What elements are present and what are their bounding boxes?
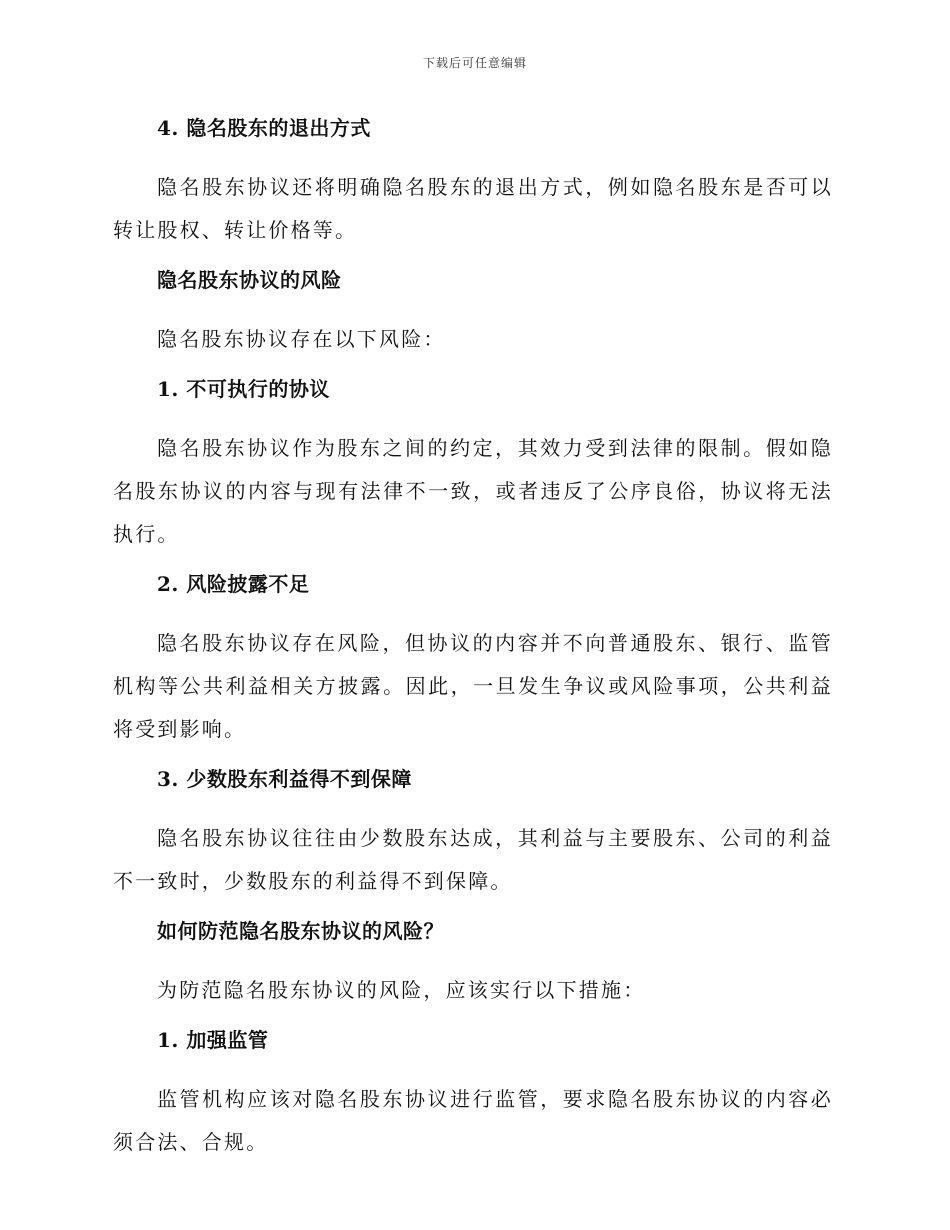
- paragraph-prevention-intro: 为防范隐名股东协议的风险，应该实行以下措施：: [157, 978, 646, 1002]
- paragraph-unenforceable: 隐名股东协议作为股东之间的约定，其效力受到法律的限制。假如隐名股东协议的内容与现有法律不一致，或者违反了公序良俗，协议将无法执行。: [113, 436, 833, 546]
- section-heading-risks: 隐名股东协议的风险: [157, 268, 342, 292]
- paragraph-minority: 隐名股东协议往往由少数股东达成，其利益与主要股东、公司的利益不一致时，少数股东的利益得不到保障。: [113, 826, 833, 893]
- paragraph-disclosure: 隐名股东协议存在风险，但协议的内容并不向普通股东、银行、监管机构等公共利益相关方披露。因此，一旦发生争议或风险事项，公共利益将受到影响。: [113, 631, 833, 741]
- paragraph-exit-method: 隐名股东协议还将明确隐名股东的退出方式，例如隐名股东是否可以转让股权、转让价格等。: [113, 175, 833, 242]
- section-heading-unenforceable: 1. 不可执行的协议: [157, 377, 330, 401]
- section-heading-prevention: 如何防范隐名股东协议的风险？: [157, 919, 444, 943]
- page-header: 下载后可任意编辑: [422, 56, 527, 70]
- document-body: [113, 112, 833, 1176]
- paragraph-supervision: 监管机构应该对隐名股东协议进行监管，要求隐名股东协议的内容必须合法、合规。: [113, 1087, 833, 1154]
- section-heading-disclosure: 2. 风险披露不足: [157, 572, 310, 596]
- paragraph-risks-intro: 隐名股东协议存在以下风险：: [157, 327, 446, 351]
- section-heading-supervision: 1. 加强监管: [157, 1028, 269, 1052]
- section-heading-minority: 3. 少数股东利益得不到保障: [157, 767, 412, 791]
- section-heading-exit-method: 4. 隐名股东的退出方式: [157, 116, 371, 140]
